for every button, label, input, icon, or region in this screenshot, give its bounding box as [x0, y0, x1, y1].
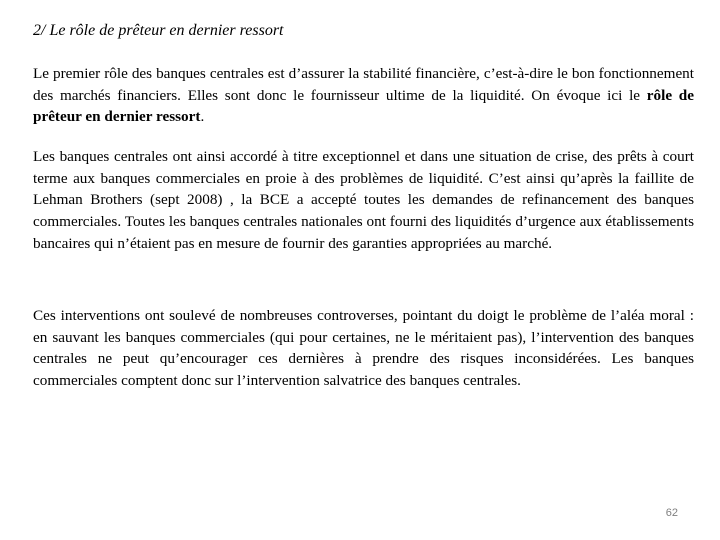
page-number: 62	[665, 507, 678, 519]
paragraph-text: Le premier rôle des banques centrales est d’assurer la stabilité financière, c’est-à-dire le bon fonctionnement des marchés financiers. Elles sont donc le fournisseur ultime de la liquidité. On évoque ici le	[33, 65, 694, 104]
paragraph-text-end: .	[200, 108, 205, 126]
paragraph-moral-hazard: Ces interventions ont soulevé de nombreuses controverses, pointant du doigt le problème de l’aléa moral : en sauvant les banques commerciales (qui pour certaines, ne le méritaient pas), l’intervention des banques centrales ne peut qu’encourager ces dernières à prendre des risques inconsidérées. Les banques commerciales comptent donc sur l’intervention salvatrice des banques centrales.	[33, 307, 694, 390]
paragraph-crisis-loans: Les banques centrales ont ainsi accordé à titre exceptionnel et dans une situation de crise, des prêts à court terme aux banques commerciales en proie à des problèmes de liquidité. C’est ainsi qu’après la faillite de Lehman Brothers (sept 2008) , la BCE a accepté toutes les demandes de refinancement des banques commerciales. Toutes les banques centrales nationales ont fourni des liquidités d’urgence aux établissements bancaires qui n’étaient pas en mesure de fournir des garanties appropriées au marché.	[33, 148, 694, 252]
paragraph-lender-of-last-resort	[33, 63, 694, 128]
slide-title: 2/ Le rôle de prêteur en dernier ressort	[33, 22, 284, 39]
bold-term: rôle de prêteur en dernier ressort	[33, 86, 694, 126]
